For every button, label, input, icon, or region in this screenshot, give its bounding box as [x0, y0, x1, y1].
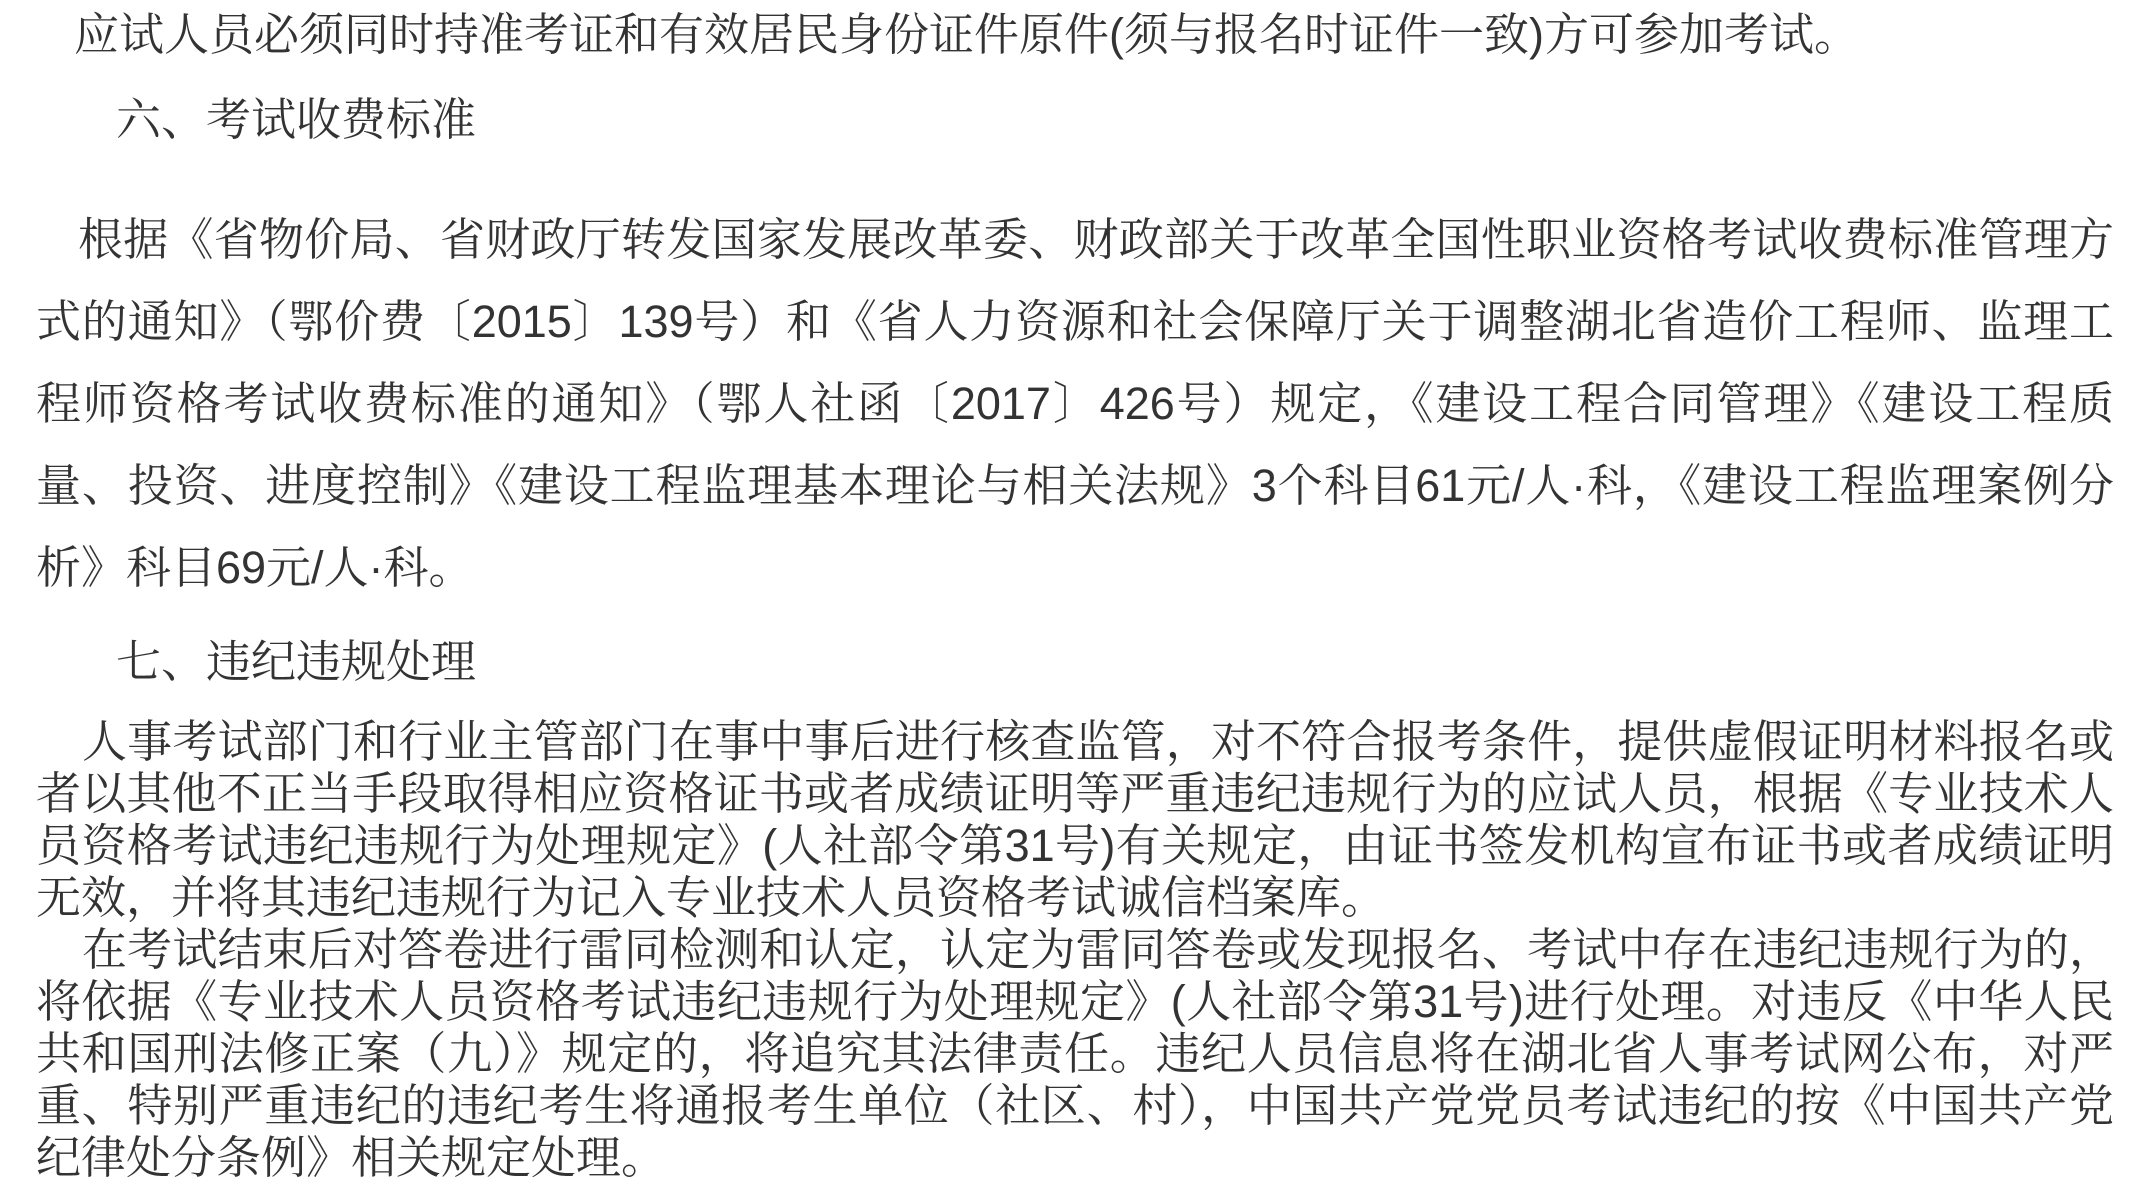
section-7-paragraph-2: 在考试结束后对答卷进行雷同检测和认定，认定为雷同答卷或发现报名、考试中存在违纪违规行为的，将依据《专业技术人员资格考试违纪违规行为处理规定》(人社部令第31号)进行处理。对违反《中华人民共和国刑法修正案（九）》规定的，将追究其法律责任。违纪人员信息将在湖北省人事考试网公布，对严重、特别严重违纪的违纪考生将通报考生单位（社区、村），中国共产党党员考试违纪的按《中国共产党纪律处分条例》相关规定处理。	[36, 924, 2114, 1183]
section-7-heading: 七、违纪违规处理	[116, 636, 477, 687]
intro-paragraph: 应试人员必须同时持准考证和有效居民身份证件原件(须与报名时证件一致)方可参加考试。	[74, 9, 1859, 60]
section-6-heading: 六、考试收费标准	[116, 94, 477, 145]
section-6-paragraph: 根据《省物价局、省财政厅转发国家发展改革委、财政部关于改革全国性职业资格考试收费标准管理方式的通知》（鄂价费〔2015〕139号）和《省人力资源和社会保障厅关于调整湖北省造价工程师、监理工程师资格考试收费标准的通知》（鄂人社函〔2017〕426号）规定，《建设工程合同管理》《建设工程质量、投资、进度控制》《建设工程监理基本理论与相关法规》3个科目61元/人·科，《建设工程监理案例分析》科目69元/人·科。	[36, 214, 2114, 593]
section-7-paragraph-1: 人事考试部门和行业主管部门在事中事后进行核查监管，对不符合报考条件，提供虚假证明材料报名或者以其他不正当手段取得相应资格证书或者成绩证明等严重违纪违规行为的应试人员，根据《专业技术人员资格考试违纪违规行为处理规定》(人社部令第31号)有关规定，由证书签发机构宣布证书或者成绩证明无效，并将其违纪违规行为记入专业技术人员资格考试诚信档案库。	[36, 716, 2114, 923]
